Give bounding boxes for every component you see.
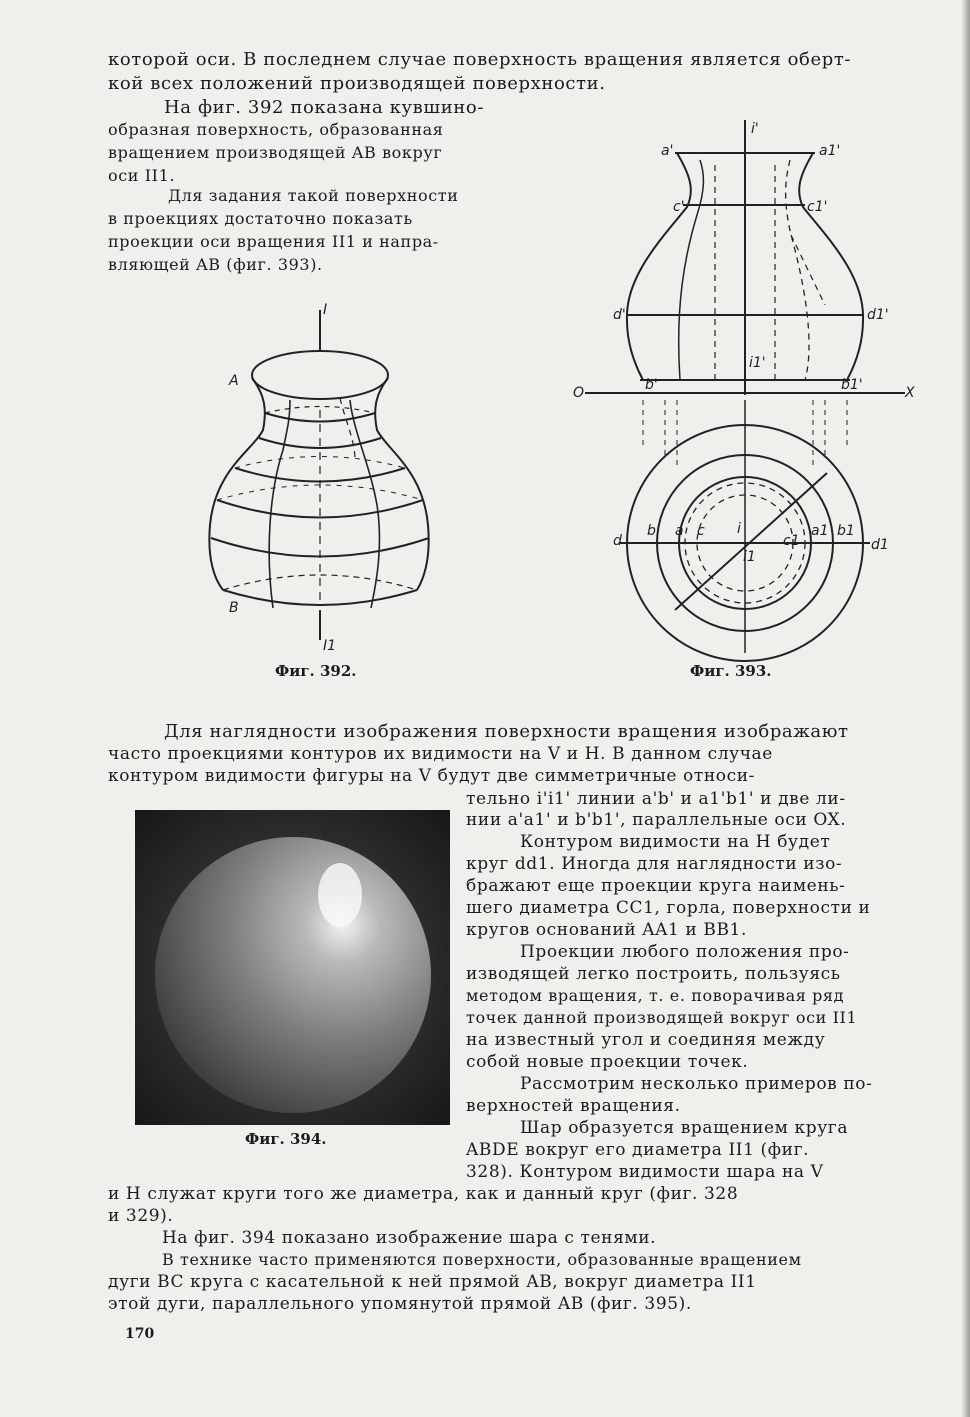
right-line-4: круг dd1. Иногда для наглядности изо- xyxy=(466,854,843,874)
side-line-2: образная поверхность, образованная xyxy=(108,120,444,139)
bottom-line-2: и 329). xyxy=(108,1206,174,1226)
fig393-label-b1-h: b1 xyxy=(837,523,855,539)
bottom-line-1: и H служат круги того же диаметра, как и данный круг (фиг. 328 xyxy=(108,1184,739,1204)
fig393-label-i1-h: i1 xyxy=(743,549,756,565)
side-line-6: в проекциях достаточно показать xyxy=(108,209,413,228)
right-line-12: на известный угол и соединяя между xyxy=(466,1030,826,1050)
right-line-17: ABDE вокруг его диаметра II1 (фиг. xyxy=(466,1140,810,1160)
right-line-9: изводящей легко построить, пользуясь xyxy=(466,964,841,984)
right-line-14: Рассмотрим несколько примеров по- xyxy=(520,1074,873,1094)
right-line-10: методом вращения, т. е. поворачивая ряд xyxy=(466,986,845,1005)
fig393-label-a-h: a xyxy=(675,523,684,539)
fig393-drawing xyxy=(565,105,925,665)
bottom-line-6: этой дуги, параллельного упомянутой прямой AB (фиг. 395). xyxy=(108,1294,692,1314)
right-line-18: 328). Контуром видимости шара на V xyxy=(466,1162,824,1182)
right-line-15: верхностей вращения. xyxy=(466,1096,681,1116)
fig393-label-o: O xyxy=(573,385,585,401)
mid-line-1: Для наглядности изображения поверхности вращения изображают xyxy=(164,721,849,742)
fig393-label-c1-h: c1 xyxy=(783,533,800,549)
fig392-label-axis-top: I xyxy=(323,302,328,318)
top-line-2: кой всех положений производящей поверхности. xyxy=(108,73,606,94)
bottom-line-4: В технике часто применяются поверхности, образованные вращением xyxy=(162,1250,802,1269)
right-line-1: тельно i'i1' линии a'b' и a1'b1' и две ли- xyxy=(466,789,846,809)
right-line-8: Проекции любого положения про- xyxy=(520,942,850,962)
mid-line-3: контуром видимости фигуры на V будут две симметричные относи- xyxy=(108,766,756,786)
fig393-caption: Фиг. 393. xyxy=(690,662,772,680)
right-line-16: Шар образуется вращением круга xyxy=(520,1118,849,1138)
bottom-line-3: На фиг. 394 показано изображение шара с тенями. xyxy=(162,1228,657,1248)
fig393-label-x: X xyxy=(905,385,915,401)
right-line-13: собой новые проекции точек. xyxy=(466,1052,749,1072)
right-line-6: шего диаметра CC1, горла, поверхности и xyxy=(466,898,871,918)
fig393-label-b-left: b' xyxy=(645,377,658,393)
fig394-photo xyxy=(135,810,450,1125)
side-line-5: Для задания такой поверхности xyxy=(168,186,459,205)
fig393-label-i-mid: i1' xyxy=(749,355,766,371)
fig392-label-b: B xyxy=(229,600,239,616)
side-line-1: На фиг. 392 показана кувшино- xyxy=(164,97,485,118)
fig393-label-b-h: b xyxy=(647,523,656,539)
fig394-caption: Фиг. 394. xyxy=(245,1130,327,1148)
fig393-label-c-h: c xyxy=(697,523,705,539)
side-line-3: вращением производящей AB вокруг xyxy=(108,143,443,162)
fig393-label-a1-h: a1 xyxy=(811,523,829,539)
page-edge-shadow xyxy=(962,0,970,1417)
fig392-caption: Фиг. 392. xyxy=(275,662,357,680)
right-line-2: нии a'a1' и b'b1', параллельные оси OX. xyxy=(466,810,847,830)
mid-line-2: часто проекциями контуров их видимости на V и H. В данном случае xyxy=(108,744,773,764)
fig393-label-d1-h: d1 xyxy=(871,537,889,553)
top-line-1: которой оси. В последнем случае поверхность вращения является оберт- xyxy=(108,49,852,70)
fig392-drawing xyxy=(195,290,445,660)
fig392-label-axis-bottom: I1 xyxy=(323,638,337,654)
side-line-4: оси II1. xyxy=(108,166,176,185)
fig393-label-c-left: c' xyxy=(673,199,685,215)
fig393-label-c-right: c1' xyxy=(807,199,828,215)
page-number: 170 xyxy=(125,1326,155,1342)
fig393-label-a-right: a1' xyxy=(819,143,841,159)
right-line-3: Контуром видимости на H будет xyxy=(520,832,831,852)
fig393-label-a-left: a' xyxy=(661,143,674,159)
fig393-label-d-right: d1' xyxy=(867,307,889,323)
fig393-label-i-h: i xyxy=(737,521,741,537)
right-line-5: бражают еще проекции круга наимень- xyxy=(466,876,846,896)
fig392-label-a: A xyxy=(229,373,239,389)
fig393-label-i-top: i' xyxy=(751,121,759,137)
right-line-11: точек данной производящей вокруг оси II1 xyxy=(466,1008,858,1027)
side-line-7: проекции оси вращения II1 и напра- xyxy=(108,232,439,251)
bottom-line-5: дуги BC круга с касательной к ней прямой AB, вокруг диаметра II1 xyxy=(108,1272,757,1292)
fig393-label-d-h: d xyxy=(613,533,622,549)
fig393-label-b-right: b1' xyxy=(841,377,863,393)
side-line-8: вляющей AB (фиг. 393). xyxy=(108,255,323,274)
right-line-7: кругов оснований AA1 и BB1. xyxy=(466,920,747,940)
fig393-label-d-left: d' xyxy=(613,307,626,323)
